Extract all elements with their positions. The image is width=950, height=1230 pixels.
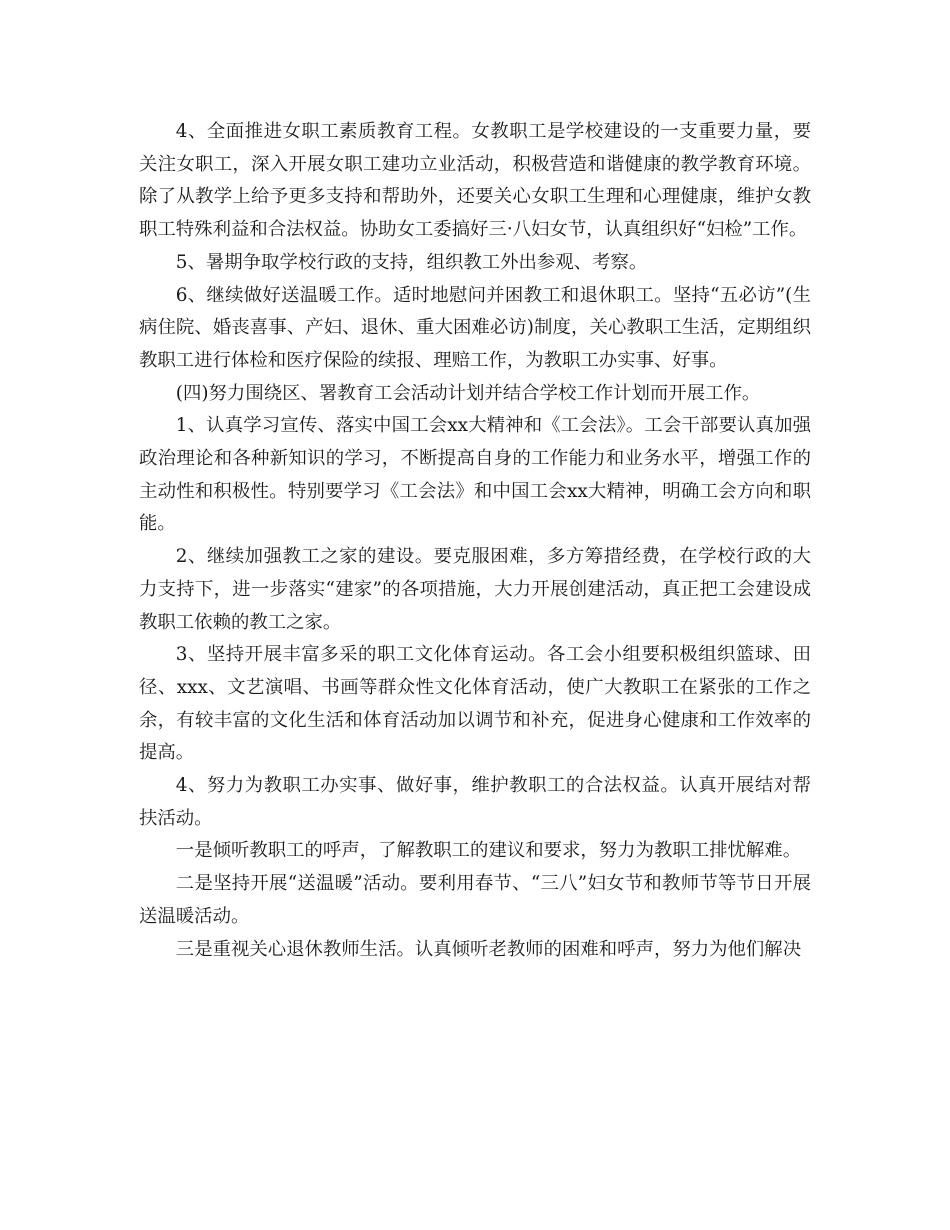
paragraph-item-6-warmth-work: 6、继续做好送温暖工作。适时地慰问并困教工和退休职工。坚持“五必访”(生病住院、婚丧喜事、产妇、退休、重大困难必访)制度，关心教职工生活，定期组织教职工进行体检和医疗保险的续报、理赔工作，为教职工办实事、好事。 [139, 284, 811, 371]
paragraph-listen-voices: 一是倾听教职工的呼声，了解教职工的建议和要求，努力为教职工排忧解难。 [175, 840, 802, 862]
paragraph-item-3-culture-sports: 3、坚持开展丰富多采的职工文化体育运动。各工会小组要积极组织篮球、田径、xxx、文艺演唱、书画等群众性文化体育活动，使广大教职工在紧张的工作之余，有较丰富的文化生活和体育活动加以调节和补充，促进身心健康和工作效率的提高。 [139, 644, 811, 764]
paragraph-item-2-staff-home: 2、继续加强教工之家的建设。要克服困难，多方筹措经费，在学校行政的大力支持下，进一步落实“建家”的各项措施，大力开展创建活动，真正把工会建设成教职工依赖的教工之家。 [139, 546, 811, 633]
paragraph-retired-teachers: 三是重视关心退休教师生活。认真倾听老教师的困难和呼声，努力为他们解决 [175, 938, 802, 960]
paragraph-item-4-female-staff: 4、全面推进女职工素质教育工程。女教职工是学校建设的一支重要力量，要关注女职工，深入开展女职工建功立业活动，积极营造和谐健康的教学教育环境。除了从教学上给予更多支持和帮助外，还要关心女职工生理和心理健康，维护女教职工特殊利益和合法权益。协助女工委搞好三·八妇女节，认真组织好“妇检”工作。 [139, 121, 811, 241]
paragraph-send-warmth: 二是坚持开展“送温暖”活动。要利用春节、“三八”妇女节和教师节等节日开展送温暖活动。 [139, 873, 811, 927]
paragraph-item-4-practical-work: 4、努力为教职工办实事、做好事，维护教职工的合法权益。认真开展结对帮扶活动。 [139, 775, 811, 829]
paragraph-item-5-summer-visit: 5、暑期争取学校行政的支持，组织教工外出参观、考察。 [175, 251, 648, 273]
document-body [139, 116, 811, 966]
section-heading-4: (四)努力围绕区、署教育工会活动计划并结合学校工作计划而开展工作。 [175, 382, 761, 404]
paragraph-item-1-study-union-law: 1、认真学习宣传、落实中国工会xx大精神和《工会法》。工会干部要认真加强政治理论和各种新知识的学习，不断提高自身的工作能力和业务水平，增强工作的主动性和积极性。特别要学习《工会法》和中国工会xx大精神，明确工会方向和职能。 [139, 415, 811, 535]
